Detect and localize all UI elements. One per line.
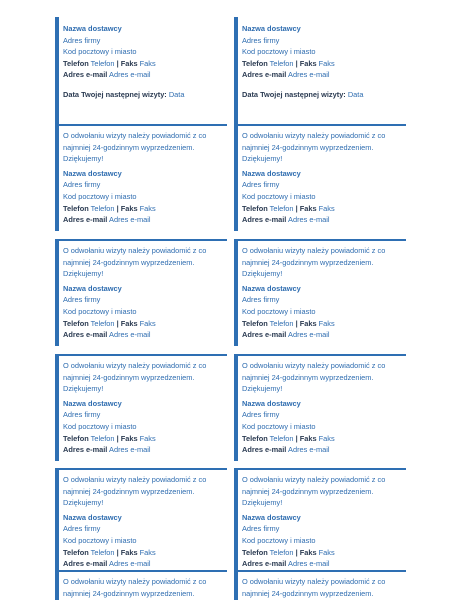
phone-value: Telefon [90, 318, 115, 328]
appointment-card [55, 124, 227, 231]
phone-fax-line [63, 58, 227, 70]
phone-label: Telefon [242, 318, 268, 328]
email-value: Adres e-mail [288, 559, 330, 569]
email-line [63, 214, 227, 226]
phone-value: Telefon [90, 58, 115, 68]
phone-fax-line [242, 433, 406, 445]
email-line [63, 69, 227, 81]
supplier-name: Nazwa dostawcy [63, 24, 122, 33]
next-visit-line [63, 89, 227, 101]
phone-label: Telefon [242, 203, 268, 213]
email-value: Adres e-mail [109, 559, 151, 569]
company-address: Adres firmy [242, 410, 280, 420]
separator: | [295, 318, 298, 328]
separator: | [295, 58, 298, 68]
phone-fax-line [242, 318, 406, 330]
company-address: Adres firmy [63, 410, 101, 420]
postal-city: Kod pocztowy i miasto [242, 535, 316, 545]
postal-city: Kod pocztowy i miasto [242, 47, 316, 57]
supplier-name: Nazwa dostawcy [63, 398, 122, 408]
email-value: Adres e-mail [109, 215, 151, 225]
phone-fax-line [63, 318, 227, 330]
phone-fax-line [242, 547, 406, 559]
appointment-card [234, 570, 406, 600]
supplier-name: Nazwa dostawcy [242, 168, 301, 178]
email-label: Adres e-mail [63, 70, 108, 80]
fax-value: Faks [318, 547, 335, 557]
company-address: Adres firmy [242, 524, 280, 534]
cancellation-notice: O odwołaniu wizyty należy powiadomić z co najmniej 24-godzinnym wyprzedzeniem. Dziękujemy! [242, 246, 386, 279]
fax-label: Faks [120, 318, 138, 328]
phone-value: Telefon [269, 433, 294, 443]
appointment-card [55, 354, 227, 461]
company-address: Adres firmy [63, 524, 101, 534]
email-line [63, 329, 227, 341]
fax-label: Faks [299, 318, 317, 328]
phone-fax-line [63, 203, 227, 215]
cancellation-notice: O odwołaniu wizyty należy powiadomić z co najmniej 24-godzinnym wyprzedzeniem. Dziękujemy! [63, 361, 207, 394]
email-line [242, 214, 406, 226]
cancellation-notice: O odwołaniu wizyty należy powiadomić z co najmniej 24-godzinnym wyprzedzeniem. Dziękujemy! [63, 246, 207, 279]
email-label: Adres e-mail [63, 559, 108, 569]
appointment-card [55, 570, 227, 600]
email-line [63, 558, 227, 570]
supplier-name: Nazwa dostawcy [242, 283, 301, 293]
supplier-name: Nazwa dostawcy [63, 283, 122, 293]
email-value: Adres e-mail [109, 70, 151, 80]
appointment-card [234, 124, 406, 231]
email-label: Adres e-mail [242, 445, 287, 455]
phone-label: Telefon [242, 58, 268, 68]
email-value: Adres e-mail [109, 330, 151, 340]
company-address: Adres firmy [242, 180, 280, 190]
supplier-name: Nazwa dostawcy [63, 168, 122, 178]
fax-label: Faks [299, 203, 317, 213]
email-label: Adres e-mail [242, 559, 287, 569]
cancellation-notice: O odwołaniu wizyty należy powiadomić z co najmniej 24-godzinnym wyprzedzeniem. [63, 577, 207, 598]
fax-value: Faks [318, 318, 335, 328]
appointment-card [234, 17, 406, 124]
fax-label: Faks [120, 58, 138, 68]
fax-label: Faks [120, 547, 138, 557]
cancellation-notice: O odwołaniu wizyty należy powiadomić z co najmniej 24-godzinnym wyprzedzeniem. Dziękujemy! [63, 131, 207, 164]
email-value: Adres e-mail [288, 445, 330, 455]
separator: | [116, 433, 119, 443]
fax-value: Faks [139, 433, 156, 443]
cancellation-notice: O odwołaniu wizyty należy powiadomić z co najmniej 24-godzinnym wyprzedzeniem. Dziękujemy! [242, 475, 386, 508]
phone-label: Telefon [63, 433, 89, 443]
fax-label: Faks [299, 58, 317, 68]
fax-value: Faks [318, 433, 335, 443]
next-visit-value: Data [168, 89, 185, 99]
email-line [63, 444, 227, 456]
phone-fax-line [63, 433, 227, 445]
email-value: Adres e-mail [288, 330, 330, 340]
phone-label: Telefon [242, 547, 268, 557]
fax-value: Faks [318, 58, 335, 68]
postal-city: Kod pocztowy i miasto [63, 421, 137, 431]
appointment-card [55, 17, 227, 124]
email-line [242, 69, 406, 81]
separator: | [116, 547, 119, 557]
phone-label: Telefon [63, 547, 89, 557]
next-visit-line [242, 89, 406, 101]
email-label: Adres e-mail [242, 330, 287, 340]
fax-value: Faks [139, 547, 156, 557]
cancellation-notice: O odwołaniu wizyty należy powiadomić z co najmniej 24-godzinnym wyprzedzeniem. Dziękujemy! [242, 131, 386, 164]
supplier-name: Nazwa dostawcy [63, 512, 122, 522]
company-address: Adres firmy [63, 180, 101, 190]
email-value: Adres e-mail [288, 70, 330, 80]
appointment-card [55, 239, 227, 346]
phone-label: Telefon [63, 58, 89, 68]
fax-value: Faks [139, 203, 156, 213]
email-line [242, 558, 406, 570]
email-label: Adres e-mail [242, 215, 287, 225]
phone-fax-line [242, 203, 406, 215]
supplier-name: Nazwa dostawcy [242, 24, 301, 33]
phone-value: Telefon [269, 547, 294, 557]
supplier-name: Nazwa dostawcy [242, 398, 301, 408]
fax-label: Faks [120, 203, 138, 213]
phone-label: Telefon [63, 203, 89, 213]
supplier-name: Nazwa dostawcy [242, 512, 301, 522]
phone-value: Telefon [90, 433, 115, 443]
phone-value: Telefon [269, 58, 294, 68]
phone-value: Telefon [90, 203, 115, 213]
fax-value: Faks [139, 58, 156, 68]
fax-value: Faks [318, 203, 335, 213]
email-label: Adres e-mail [63, 330, 108, 340]
fax-label: Faks [120, 433, 138, 443]
cancellation-notice: O odwołaniu wizyty należy powiadomić z co najmniej 24-godzinnym wyprzedzeniem. [242, 577, 386, 598]
fax-value: Faks [139, 318, 156, 328]
appointment-card [55, 468, 227, 575]
phone-fax-line [242, 58, 406, 70]
phone-label: Telefon [63, 318, 89, 328]
postal-city: Kod pocztowy i miasto [63, 47, 137, 57]
cancellation-notice: O odwołaniu wizyty należy powiadomić z co najmniej 24-godzinnym wyprzedzeniem. Dziękujemy! [242, 361, 386, 394]
appointment-card [234, 468, 406, 575]
next-visit-value: Data [347, 89, 364, 99]
postal-city: Kod pocztowy i miasto [242, 306, 316, 316]
separator: | [295, 203, 298, 213]
postal-city: Kod pocztowy i miasto [242, 191, 316, 201]
separator: | [116, 318, 119, 328]
company-address: Adres firmy [242, 295, 280, 305]
email-label: Adres e-mail [242, 70, 287, 80]
phone-fax-line [63, 547, 227, 559]
company-address: Adres firmy [63, 295, 101, 305]
next-visit-label: Data Twojej następnej wizyty: [242, 89, 346, 99]
email-label: Adres e-mail [63, 215, 108, 225]
postal-city: Kod pocztowy i miasto [63, 535, 137, 545]
phone-label: Telefon [242, 433, 268, 443]
next-visit-label: Data Twojej następnej wizyty: [63, 89, 167, 99]
email-value: Adres e-mail [109, 445, 151, 455]
phone-value: Telefon [269, 203, 294, 213]
appointment-card [234, 239, 406, 346]
email-label: Adres e-mail [63, 445, 108, 455]
separator: | [116, 203, 119, 213]
separator: | [295, 547, 298, 557]
fax-label: Faks [299, 433, 317, 443]
company-address: Adres firmy [242, 35, 280, 45]
postal-city: Kod pocztowy i miasto [242, 421, 316, 431]
cancellation-notice: O odwołaniu wizyty należy powiadomić z co najmniej 24-godzinnym wyprzedzeniem. Dziękujemy! [63, 475, 207, 508]
company-address: Adres firmy [63, 35, 101, 45]
separator: | [295, 433, 298, 443]
phone-value: Telefon [90, 547, 115, 557]
separator: | [116, 58, 119, 68]
postal-city: Kod pocztowy i miasto [63, 306, 137, 316]
fax-label: Faks [299, 547, 317, 557]
phone-value: Telefon [269, 318, 294, 328]
email-value: Adres e-mail [288, 215, 330, 225]
postal-city: Kod pocztowy i miasto [63, 191, 137, 201]
email-line [242, 329, 406, 341]
appointment-card [234, 354, 406, 461]
email-line [242, 444, 406, 456]
